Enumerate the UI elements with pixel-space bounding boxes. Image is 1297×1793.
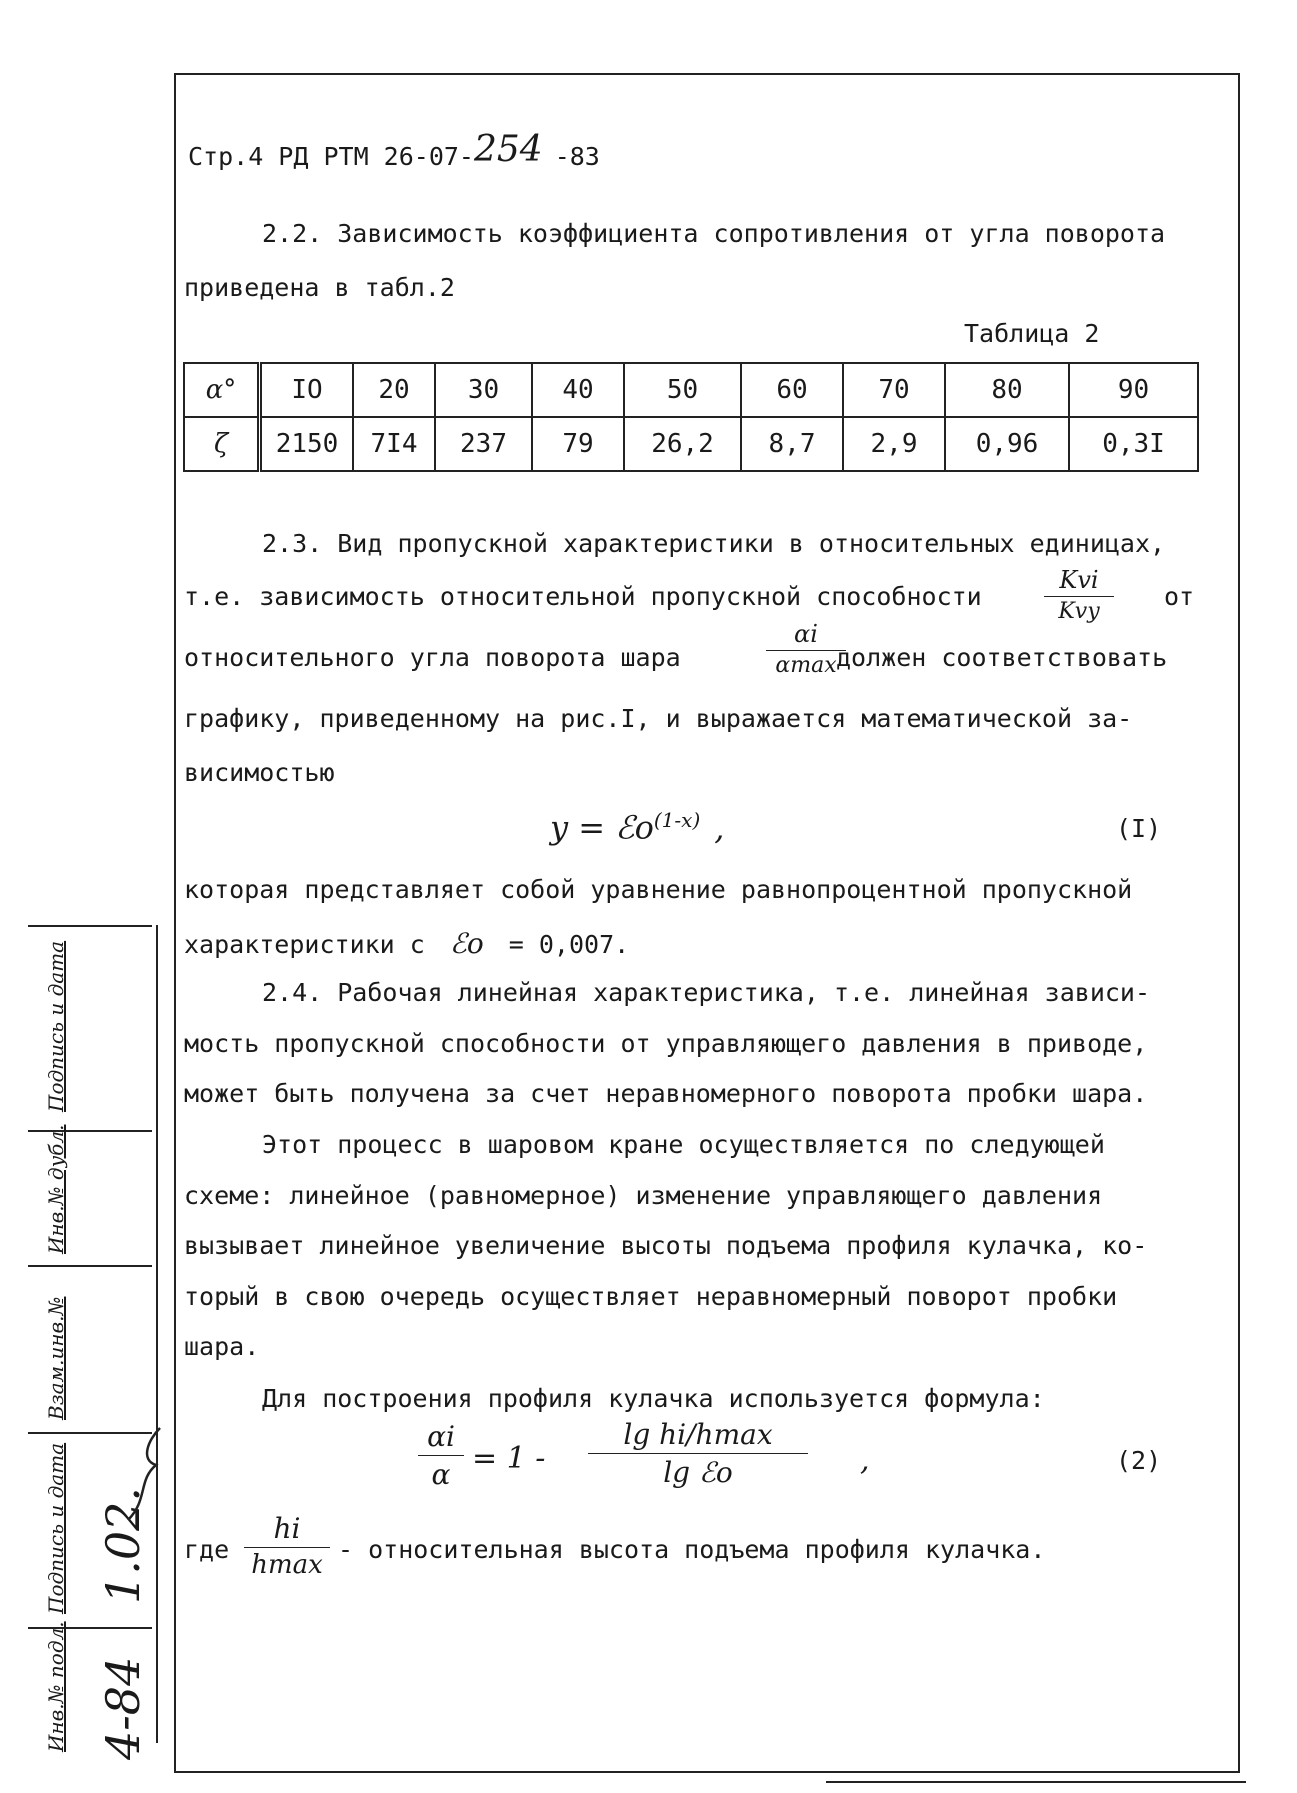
where-word: где (184, 1535, 230, 1564)
fraction-numerator: lg hi/hmax (588, 1418, 808, 1454)
para-2-3-line3: относительного угла поворота шара (184, 643, 681, 672)
fraction-denominator: αmax (775, 653, 837, 678)
table-cell: 30 (435, 363, 532, 417)
para-2-4-line9: Для построения профиля кулачка используется формула: (262, 1384, 1045, 1413)
table-cell: 26,2 (624, 417, 741, 471)
symbol-e0: ℰo (449, 927, 484, 960)
para-2-4-line3: может быть получена за счет неравномерного поворота пробки шара. (184, 1079, 1148, 1108)
table-cell: 7I4 (353, 417, 435, 471)
fraction-alpha-alphamax (766, 620, 846, 678)
formula-2-left-fraction (418, 1420, 464, 1491)
fraction-numerator: αi (766, 620, 846, 651)
where-fraction (244, 1512, 330, 1580)
formula-2-number: (2) (1116, 1446, 1162, 1475)
formula-1-body: y = ℰo (550, 808, 654, 847)
para-2-2-line2: приведена в табл.2 (184, 273, 455, 302)
fraction-numerator: hi (244, 1512, 330, 1548)
para-2-3-line4: графику, приведенному на рис.I, и выражается математической за- (184, 704, 1133, 733)
fraction-numerator: αi (418, 1420, 464, 1456)
table-row-label-alpha: α° (184, 363, 260, 417)
para-2-3-line1: 2.3. Вид пропускной характеристики в относительных единицах, (262, 529, 1166, 558)
table-cell: 79 (532, 417, 624, 471)
fraction-denominator: hmax (251, 1550, 323, 1580)
para-2-4-line1: 2.4. Рабочая линейная характеристика, т.е. линейная зависи- (262, 978, 1151, 1007)
stamp-label-vzam-inv: Взам.инв.№ (44, 1296, 68, 1420)
para-2-3-line7-b: = 0,007. (508, 930, 630, 959)
formula-1-exponent: (1-x) (653, 808, 701, 832)
formula-1-number: (I) (1116, 814, 1162, 843)
para-2-4-line4: Этот процесс в шаровом кране осуществляется по следующей (262, 1130, 1105, 1159)
para-2-4-line6: вызывает линейное увеличение высоты подъема профиля кулачка, ко- (184, 1231, 1148, 1260)
table-cell: 70 (843, 363, 945, 417)
stamp-label-inv-podl: Инв.№ подл. (44, 1621, 68, 1752)
table-cell: 20 (353, 363, 435, 417)
table-row-alpha (184, 363, 1198, 417)
table-cell: 80 (945, 363, 1069, 417)
stamp-label-inv-dubl: Инв.№ дубл. (44, 1124, 68, 1254)
para-2-3-line7-a: характеристики с (184, 930, 425, 959)
para-2-4-line5: схеме: линейное (равномерное) изменение управляющего давления (184, 1181, 1103, 1210)
stamp-label-signature-date: Подпись и дата (44, 1442, 68, 1614)
header-prefix: Стр.4 РД РТМ 26-07- (188, 142, 474, 171)
page-header (188, 129, 600, 172)
table-cell: 0,96 (945, 417, 1069, 471)
table-cell: 90 (1069, 363, 1198, 417)
para-2-4-line2: мость пропускной способности от управляющего давления в приводе, (184, 1029, 1148, 1058)
signature-mark (118, 1420, 168, 1530)
formula-1-comma: , (714, 808, 725, 847)
bottom-rule (826, 1781, 1246, 1783)
where-text: - относительная высота подъема профиля кулачка. (338, 1535, 1046, 1564)
stamp-label-signature-date-top: Подпись и дата (44, 940, 68, 1112)
header-suffix: -83 (554, 142, 600, 171)
table-cell: 50 (624, 363, 741, 417)
table-cell: 2,9 (843, 417, 945, 471)
formula-2-comma: , (860, 1443, 870, 1478)
table-cell: 237 (435, 417, 532, 471)
para-2-4-line7: торый в свою очередь осуществляет неравномерный поворот пробки (184, 1282, 1118, 1311)
table-cell: IO (260, 363, 354, 417)
table-cell: 60 (741, 363, 843, 417)
fraction-numerator: Kvi (1044, 566, 1114, 597)
para-2-4-line8: шара. (184, 1332, 260, 1361)
para-2-3-line2-end: от (1164, 582, 1195, 611)
formula-2-right-fraction (588, 1418, 808, 1489)
stamp-handwritten-podl: 4-84 (96, 1656, 150, 1760)
table-row-label-zeta: ζ (184, 417, 260, 471)
table-row-zeta (184, 417, 1198, 471)
header-number-hand: 254 (473, 129, 543, 170)
table-2 (183, 362, 1199, 472)
stamp-divider (28, 925, 152, 927)
para-2-3-line3-end: должен соответствовать (836, 643, 1168, 672)
table-cell: 40 (532, 363, 624, 417)
para-2-3-line6: которая представляет собой уравнение равнопроцентной пропускной (184, 875, 1133, 904)
table-cell: 8,7 (741, 417, 843, 471)
para-2-2-line1: 2.2. Зависимость коэффициента сопротивления от угла поворота (262, 219, 1166, 248)
table-cell: 2150 (260, 417, 354, 471)
para-2-3-line5: висимостью (184, 758, 335, 787)
fraction-denominator: lg ℰo (663, 1456, 733, 1489)
fraction-denominator: α (431, 1458, 451, 1491)
fraction-denominator: Kvy (1058, 599, 1100, 624)
table-caption: Таблица 2 (964, 319, 1100, 348)
para-2-3-line2: т.е. зависимость относительной пропускной способности (184, 582, 982, 611)
formula-2-mid: = 1 - (472, 1441, 546, 1476)
table-cell: 0,3I (1069, 417, 1198, 471)
para-2-3-line7 (184, 927, 630, 960)
formula-1 (550, 808, 725, 847)
stamp-handwritten-date: 1.02. (96, 1486, 150, 1604)
fraction-kvi-kvy (1044, 566, 1114, 624)
stamp-divider (28, 1265, 152, 1267)
